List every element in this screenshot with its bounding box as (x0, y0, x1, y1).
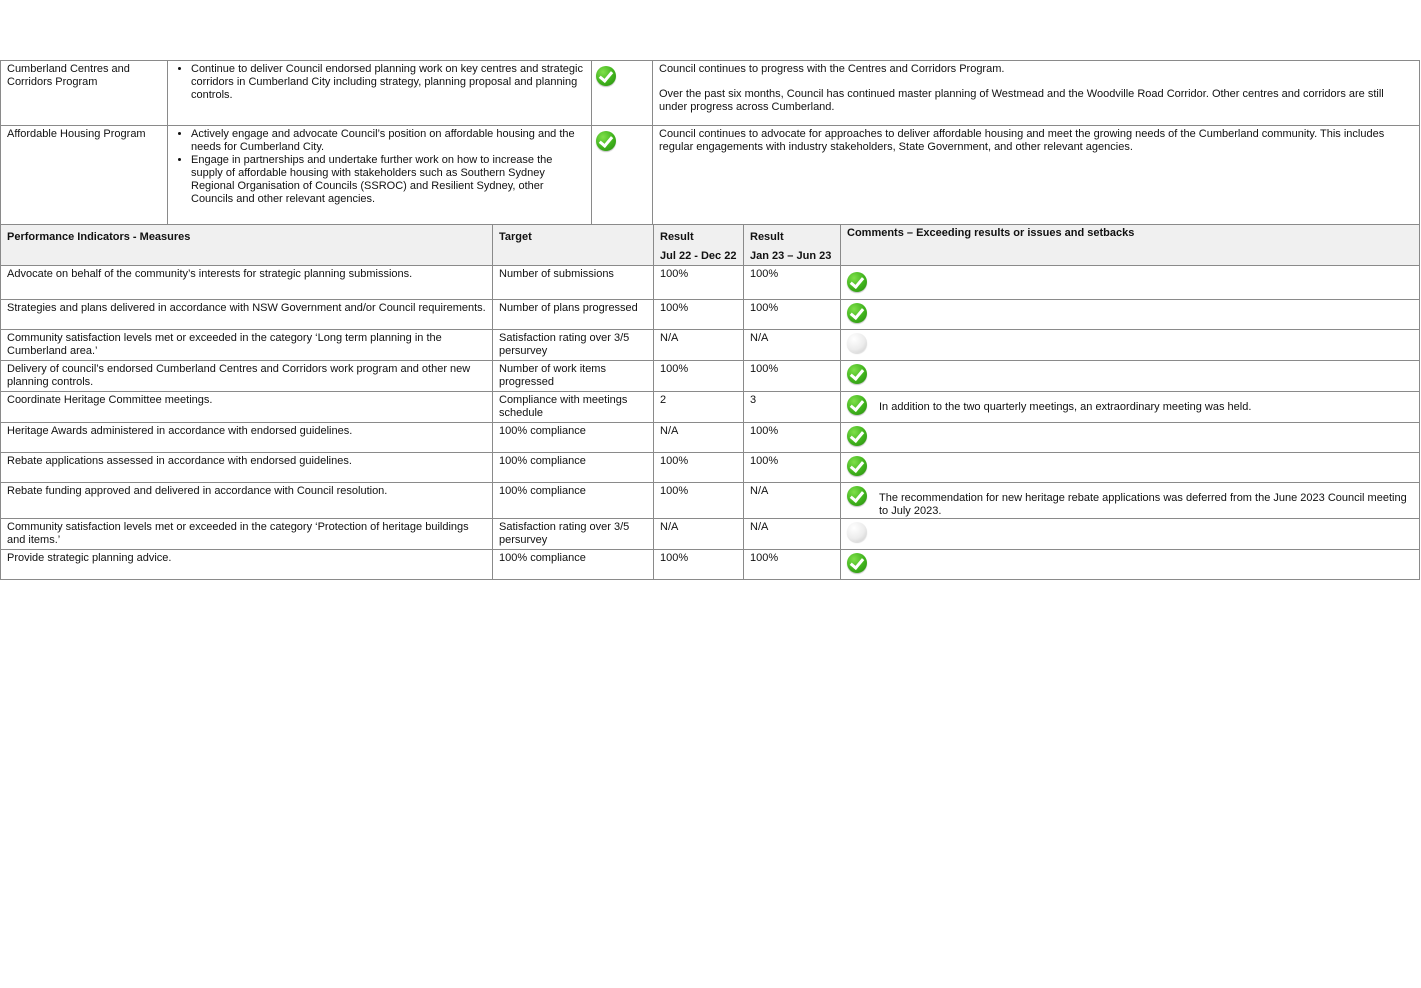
kpi-result-jan-jun: 100% (744, 550, 841, 580)
kpi-measure: Strategies and plans delivered in accordance with NSW Government and/or Council requirements. (1, 300, 493, 330)
action-row (1, 126, 1420, 225)
action-bullet: • Actively engage and advocate Council’s position on affordable housing and the needs for Cumberland City. (191, 128, 585, 154)
kpi-row (1, 519, 1420, 550)
kpi-row (1, 266, 1420, 300)
actions-table (0, 60, 1420, 225)
comment-paragraph: Council continues to progress with the Centres and Corridors Program. (659, 63, 1005, 75)
kpi-measure: Rebate applications assessed in accordance with endorsed guidelines. (1, 453, 493, 483)
kpi-measure: Heritage Awards administered in accordance with endorsed guidelines. (1, 423, 493, 453)
kpi-result-jan-jun: 100% (744, 453, 841, 483)
kpi-comment (841, 519, 1420, 550)
action-bullet: • Continue to deliver Council endorsed planning work on key centres and strategic corridors in Cumberland City including strategy, planning proposal and planning controls. (191, 63, 585, 102)
kpi-comment-wrap (847, 300, 1417, 323)
kpi-measure: Advocate on behalf of the community’s interests for strategic planning submissions. (1, 266, 493, 300)
action-comment (653, 61, 1420, 126)
kpi-comment (841, 550, 1420, 580)
kpi-comment (841, 300, 1420, 330)
result-title: Result (660, 231, 694, 243)
kpi-result-jan-jun: N/A (744, 330, 841, 361)
kpi-target: Satisfaction rating over 3/5 persurvey (493, 519, 654, 550)
result-header-jul-dec (654, 225, 744, 266)
kpi-target: Satisfaction rating over 3/5 persurvey (493, 330, 654, 361)
kpi-header-row (1, 225, 1420, 266)
kpi-measure: Rebate funding approved and delivered in accordance with Council resolution. (1, 483, 493, 519)
action-description (168, 61, 592, 126)
kpi-row (1, 483, 1420, 519)
tick-icon (847, 272, 867, 292)
kpi-comment-text: The recommendation for new heritage rebate applications was deferred from the June 2023 Council meeting to July 2023. (879, 492, 1407, 517)
kpi-result-jul-dec: 100% (654, 300, 744, 330)
action-name: Affordable Housing Program (1, 126, 168, 225)
kpi-comment-wrap (847, 483, 1417, 518)
kpi-result-jan-jun: 100% (744, 300, 841, 330)
grey-dot-icon (847, 333, 867, 353)
kpi-comment-wrap (847, 266, 1417, 292)
kpi-result-jan-jun: N/A (744, 519, 841, 550)
kpi-result-jul-dec: 100% (654, 453, 744, 483)
kpi-comment-wrap (847, 423, 1417, 446)
kpi-target: 100% compliance (493, 550, 654, 580)
kpi-measure: Coordinate Heritage Committee meetings. (1, 392, 493, 423)
measure-header: Performance Indicators - Measures (1, 225, 493, 266)
kpi-target: Number of submissions (493, 266, 654, 300)
kpi-comment (841, 453, 1420, 483)
kpi-target: Number of plans progressed (493, 300, 654, 330)
kpi-comment (841, 266, 1420, 300)
kpi-measure: Community satisfaction levels met or exceeded in the category ‘Long term planning in the Cumberland area.’ (1, 330, 493, 361)
kpi-row (1, 330, 1420, 361)
tick-icon (847, 553, 867, 573)
kpi-comment-wrap (847, 392, 1417, 415)
kpi-result-jul-dec: 100% (654, 266, 744, 300)
tick-icon (847, 395, 867, 415)
grey-dot-icon (847, 522, 867, 542)
kpi-result-jul-dec: N/A (654, 423, 744, 453)
kpi-result-jan-jun: 100% (744, 361, 841, 392)
kpi-row (1, 550, 1420, 580)
action-status (592, 61, 653, 126)
kpi-row (1, 300, 1420, 330)
tick-icon (847, 303, 867, 323)
kpi-result-jul-dec: 100% (654, 550, 744, 580)
kpi-comment (841, 330, 1420, 361)
kpi-measure: Provide strategic planning advice. (1, 550, 493, 580)
action-bullet: • Engage in partnerships and undertake further work on how to increase the supply of affordable housing with stakeholders such as Southern Sydney Regional Organisation of Councils (SSROC) and Resilient Sydney, other Councils and other relevant agencies. (191, 154, 585, 206)
kpi-result-jan-jun: 100% (744, 423, 841, 453)
kpi-row (1, 453, 1420, 483)
kpi-result-jan-jun: 3 (744, 392, 841, 423)
kpi-result-jul-dec: N/A (654, 330, 744, 361)
comments-header: Comments – Exceeding results or issues and setbacks (841, 225, 1420, 266)
tick-icon (596, 66, 616, 86)
kpi-result-jan-jun: N/A (744, 483, 841, 519)
kpi-comment (841, 423, 1420, 453)
kpi-target: Number of work items progressed (493, 361, 654, 392)
kpi-target: 100% compliance (493, 483, 654, 519)
action-row (1, 61, 1420, 126)
tick-icon (847, 426, 867, 446)
kpi-table (0, 224, 1420, 580)
kpi-result-jul-dec: 100% (654, 483, 744, 519)
kpi-row (1, 361, 1420, 392)
kpi-comment-text: In addition to the two quarterly meetings, an extraordinary meeting was held. (879, 401, 1252, 413)
kpi-comment-wrap (847, 361, 1417, 384)
kpi-result-jan-jun: 100% (744, 266, 841, 300)
kpi-comment-wrap (847, 519, 1417, 542)
result-title: Result (750, 231, 784, 243)
kpi-result-jul-dec: 100% (654, 361, 744, 392)
kpi-target: 100% compliance (493, 423, 654, 453)
kpi-measure: Delivery of council’s endorsed Cumberland Centres and Corridors work program and other new planning controls. (1, 361, 493, 392)
kpi-row (1, 423, 1420, 453)
kpi-row (1, 392, 1420, 423)
kpi-comment-wrap (847, 453, 1417, 476)
kpi-target: Compliance with meetings schedule (493, 392, 654, 423)
result-period: Jul 22 - Dec 22 (660, 250, 737, 262)
target-header: Target (493, 225, 654, 266)
comment-paragraph: Council continues to advocate for approaches to deliver affordable housing and meet the growing needs of the Cumberland community. This includes regular engagements with industry stakeholders, State Government, and other relevant agencies. (659, 128, 1385, 153)
action-name: Cumberland Centres and Corridors Program (1, 61, 168, 126)
result-period: Jan 23 – Jun 23 (750, 250, 832, 262)
tick-icon (847, 364, 867, 384)
result-header-jan-jun (744, 225, 841, 266)
tick-icon (847, 456, 867, 476)
kpi-comment (841, 361, 1420, 392)
kpi-result-jul-dec: 2 (654, 392, 744, 423)
action-comment (653, 126, 1420, 225)
kpi-comment-wrap (847, 550, 1417, 573)
kpi-result-jul-dec: N/A (654, 519, 744, 550)
action-description (168, 126, 592, 225)
kpi-target: 100% compliance (493, 453, 654, 483)
comment-paragraph: Over the past six months, Council has continued master planning of Westmead and the Woodville Road Corridor. Other centres and corridors are still under progress across Cumberland. (659, 88, 1384, 113)
action-status (592, 126, 653, 225)
tick-icon (596, 131, 616, 151)
kpi-measure: Community satisfaction levels met or exceeded in the category ‘Protection of heritage buildings and items.’ (1, 519, 493, 550)
kpi-comment (841, 392, 1420, 423)
tick-icon (847, 486, 867, 506)
kpi-comment-wrap (847, 330, 1417, 353)
kpi-comment (841, 483, 1420, 519)
